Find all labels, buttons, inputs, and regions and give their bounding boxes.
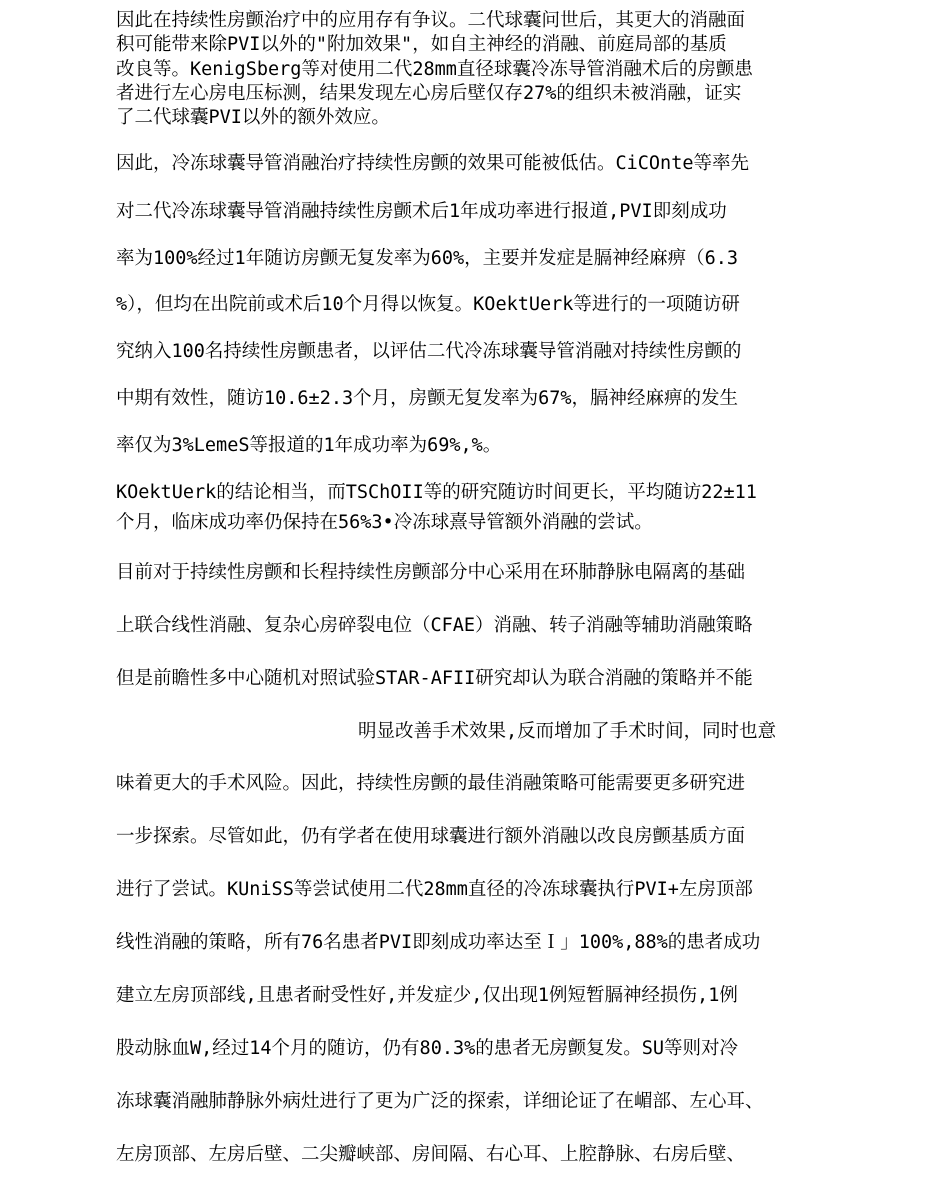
text-line: 味着更大的手术风险。因此，持续性房颤的最佳消融策略可能需要更多研究进 xyxy=(116,773,746,794)
text-line: 因此，冷冻球囊导管消融治疗持续性房颤的效果可能被低估。CiCOnte等率先 xyxy=(116,153,749,174)
text-line: 建立左房顶部线,且患者耐受性好,并发症少,仅出现1例短暂膈神经损伤,1例 xyxy=(116,985,738,1006)
text-line: KOektUerk的结论相当，而TSChOII等的研究随访时间更长，平均随访22±11 xyxy=(116,482,757,503)
text-line: 线性消融的策略，所有76名患者PVI即刻成功率达至Ｉ」100%,88%的患者成功 xyxy=(116,932,761,953)
text-line: 对二代冷冻球囊导管消融持续性房颤术后1年成功率进行报道,PVI即刻成功 xyxy=(116,201,727,222)
text-line: %），但均在出院前或术后10个月得以恢复。KOektUerk等进行的一项随访研 xyxy=(116,294,740,315)
text-line: 因此在持续性房颤治疗中的应用存有争议。二代球囊问世后，其更大的消融面 xyxy=(116,10,746,31)
text-line: 率仅为3%LemeS等报道的1年成功率为69%,%。 xyxy=(116,435,502,456)
text-line: 了二代球囊PVI以外的额外效应。 xyxy=(116,107,390,128)
text-line: 积可能带来除PVI以外的"附加效果"，如自主神经的消融、前庭局部的基质 xyxy=(116,34,727,55)
text-line: 但是前瞻性多中心随机对照试验STAR-AFII研究却认为联合消融的策略并不能 xyxy=(116,668,753,689)
text-line: 目前对于持续性房颤和长程持续性房颤部分中心采用在环肺静脉电隔离的基础 xyxy=(116,562,746,583)
text-line: 率为100%经过1年随访房颤无复发率为60%，主要并发症是膈神经麻痹（6.3 xyxy=(116,248,739,269)
text-line: 进行了尝试。KUniSS等尝试使用二代28mm直径的冷冻球囊执行PVI+左房顶部 xyxy=(116,879,753,900)
text-line: 改良等。KenigSberg等对使用二代28mm直径球囊冷冻导管消融术后的房颤患 xyxy=(116,59,753,80)
text-line: 一步探索。尽管如此，仍有学者在使用球囊进行额外消融以改良房颤基质方面 xyxy=(116,826,746,847)
text-line: 股动脉血W,经过14个月的随访，仍有80.3%的患者无房颤复发。SU等则对冷 xyxy=(116,1038,739,1059)
text-line: 明显改善手术效果,反而增加了手术时间，同时也意 xyxy=(358,721,777,742)
text-line: 冻球囊消融肺静脉外病灶进行了更为广泛的探索，详细论证了在嵋部、左心耳、 xyxy=(116,1091,764,1112)
text-line: 者进行左心房电压标测，结果发现左心房后壁仅存27%的组织未被消融，证实 xyxy=(116,83,742,104)
text-line: 左房顶部、左房后壁、二尖瓣峡部、房间隔、右心耳、上腔静脉、右房后壁、 xyxy=(116,1144,746,1165)
text-line: 上联合线性消融、复杂心房碎裂电位（CFAE）消融、转子消融等辅助消融策略 xyxy=(116,615,753,636)
text-line: 究纳入100名持续性房颤患者，以评估二代冷冻球囊导管消融对持续性房颤的 xyxy=(116,341,742,362)
text-line: 个月，临床成功率仍保持在56%3•冷冻球熹导管额外消融的尝试。 xyxy=(116,512,653,533)
text-line: 中期有效性，随访10.6±2.3个月，房颤无复发率为67%，膈神经麻痹的发生 xyxy=(116,388,739,409)
